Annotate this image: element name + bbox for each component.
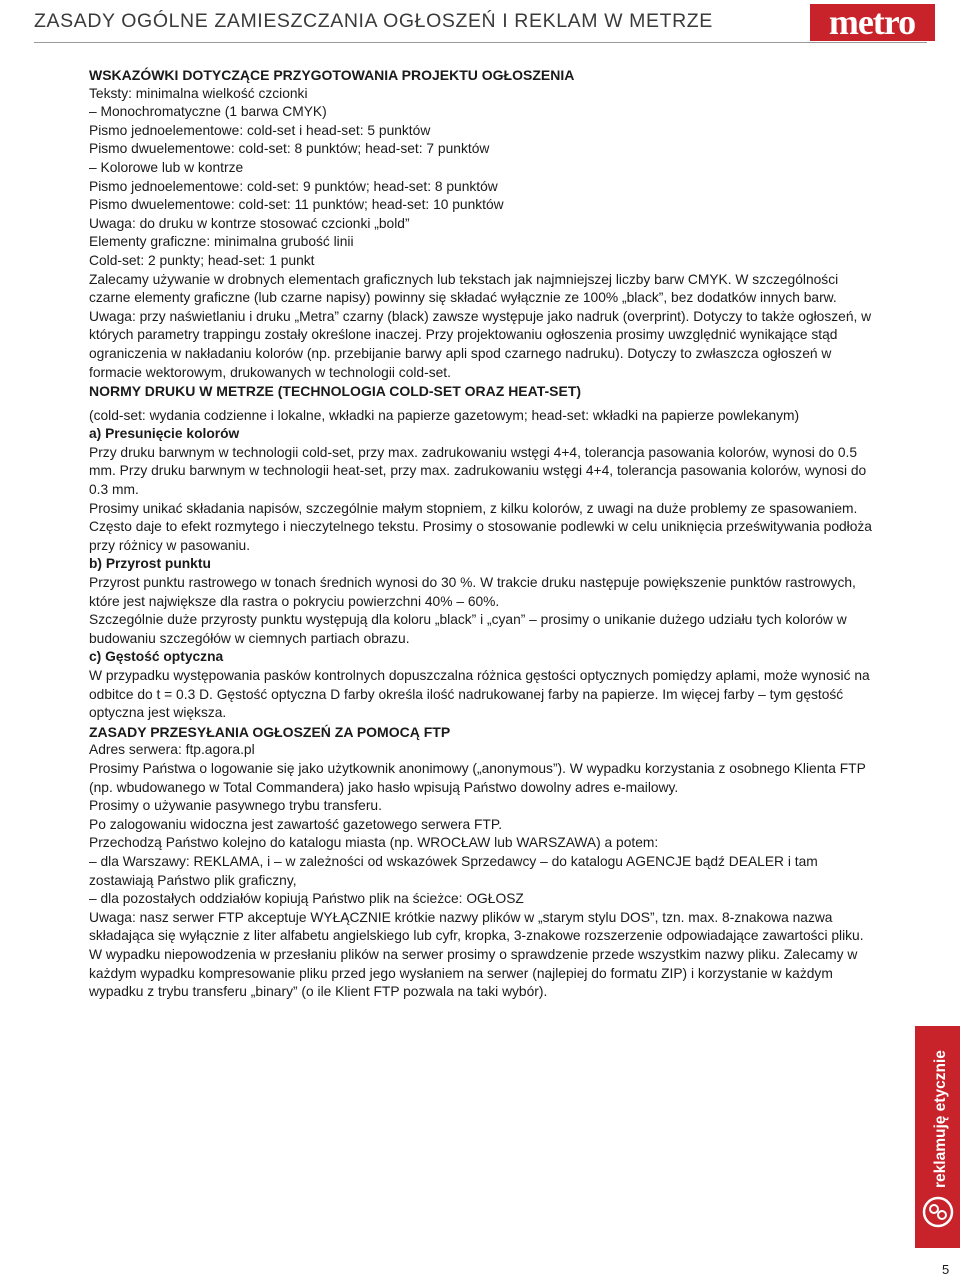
header-divider — [34, 42, 927, 43]
list-item: Pismo jednoelementowe: cold-set: 9 punktów; head-set: 8 punktów — [89, 178, 498, 194]
handshake-icon — [922, 1196, 954, 1228]
document-title: ZASADY OGÓLNE ZAMIESZCZANIA OGŁOSZEŃ I REKLAM W METRZE — [34, 10, 713, 32]
paragraph: Po zalogowaniu widoczna jest zawartość gazetowego serwera FTP. — [89, 816, 503, 832]
list-item: Pismo jednoelementowe: cold-set i head-set: 5 punktów — [89, 122, 431, 138]
subheading-optical-density: c) Gęstość optyczna — [89, 649, 224, 665]
list-item: – Monochromatyczne (1 barwa CMYK) — [89, 104, 327, 120]
paragraph: Przechodzą Państwo kolejno do katalogu miasta (np. WROCŁAW lub WARSZAWA) a potem: — [89, 835, 659, 851]
list-item: Pismo dwuelementowe: cold-set: 11 punktów; head-set: 10 punktów — [89, 197, 504, 213]
list-item: Elementy graficzne: minimalna grubość linii — [89, 234, 354, 250]
paragraph: Prosimy Państwa o logowanie się jako użytkownik anonimowy („anonymous”). W wypadku korzystania z osobnego Klienta FTP (np. wbudowanego w Total Commandera) jako hasło wpisują Państwo dowolny adres e-mailowy. — [89, 760, 866, 795]
subheading-dot-gain: b) Przyrost punktu — [89, 556, 211, 572]
list-item: Cold-set: 2 punkty; head-set: 1 punkt — [89, 252, 315, 268]
document-body — [89, 66, 879, 1002]
page-header — [0, 0, 960, 52]
ethics-side-tab — [915, 1026, 960, 1248]
ftp-server-address: Adres serwera: ftp.agora.pl — [89, 742, 255, 758]
section-heading-print-norms: NORMY DRUKU W METRZE (TECHNOLOGIA COLD-SET ORAZ HEAT-SET) — [89, 383, 582, 400]
paragraph: Szczególnie duże przyrosty punktu występują dla koloru „black” i „cyan” – prosimy o unikanie dużego udziału tych kolorów w budowaniu szczegółów w ciemnych partiach obrazu. — [89, 612, 847, 646]
paragraph: Uwaga: przy naświetlaniu i druku „Metra” czarny (black) zawsze występuje jako nadruk (overprint). Dotyczy to także ogłoszeń, w których parametry trappingu zostały określone inaczej. Przy projektowaniu ogłoszenia prosimy uwzględnić wynikające stąd ograniczenia w nakładaniu kolorów (np. przebijanie barwy apli spod czarnego nadruku). Dotyczy to zwłaszcza ogłoszeń w formacie wektorowym, drukowanych w technologii cold-set. — [89, 308, 872, 380]
list-item: – dla pozostałych oddziałów kopiują Państwo plik na ścieżce: OGŁOSZ — [89, 891, 524, 907]
paragraph: Prosimy unikać składania napisów, szczególnie małym stopniem, z kilku kolorów, z uwagi na duże problemy ze spasowaniem. Często daje to efekt rozmytego i nieczytelnego tekstu. Prosimy o stosowanie podlewki w celu uniknięcia prześwitywania podłoża przy różnicy w pasowaniu. — [89, 500, 872, 553]
paragraph: Przyrost punktu rastrowego w tonach średnich wynosi do 30 %. W trakcie druku następuje powiększenie punktów rastrowych, które jest największe dla rastra o pokryciu powierzchni 40% – 60%. — [89, 575, 856, 609]
section-heading-guidelines: WSKAZÓWKI DOTYCZĄCE PRZYGOTOWANIA PROJEKTU OGŁOSZENIA — [89, 67, 575, 83]
paragraph: (cold-set: wydania codzienne i lokalne, wkładki na papierze gazetowym; head-set: wkładki na papierze powlekanym) — [89, 407, 800, 423]
paragraph: W przypadku występowania pasków kontrolnych dopuszczalna różnica gęstości optycznych pomiędzy aplami, może wynosić na odbitce do t = 0.3 D. Gęstość optyczna D farby określa ilość nadrukowanej farby na papierze. Im więcej farby – tym gęstość optyczna jest większa. — [89, 668, 870, 721]
list-item: – Kolorowe lub w kontrze — [89, 159, 244, 175]
list-item: – dla Warszawy: REKLAMA, i – w zależności od wskazówek Sprzedawcy – do katalogu AGENCJE bądź DEALER i tam zostawiają Państwo plik graficzny, — [89, 853, 818, 888]
paragraph: Prosimy o używanie pasywnego trybu transferu. — [89, 798, 382, 814]
svg-text:metro: metro — [828, 2, 916, 42]
ethics-tab-label — [915, 1026, 960, 1191]
svg-text:reklamuję etycznie: reklamuję etycznie — [932, 1050, 949, 1188]
page-number: 5 — [942, 1262, 950, 1277]
font-size-list — [89, 85, 879, 271]
paragraph: Uwaga: nasz serwer FTP akceptuje WYŁĄCZNIE krótkie nazwy plików w „starym stylu DOS”, tzn. max. 8-znakowa nazwa składająca się wyłącznie z liter alfabetu angielskiego lub cyfr, kropka, 3-znakowe rozszerzenie odpowiadające zawartości pliku. W wypadku niepowodzenia w przesłaniu plików na serwer prosimy o sprawdzenie przede wszystkim nazwy pliku. Zalecamy w każdym wypadku kompresowanie pliku przed jego wysłaniem na serwer (najlepiej do formatu ZIP) i korzystanie w każdym wypadku z trybu transferu „binary” (o ile Klient FTP pozwala na taki wybór). — [89, 909, 864, 1000]
list-item: Teksty: minimalna wielkość czcionki — [89, 85, 308, 101]
paragraph: Przy druku barwnym w technologii cold-set, przy max. zadrukowaniu wstęgi 4+4, tolerancja pasowania kolorów, wynosi do 0.5 mm. Przy druku barwnym w technologii heat-set, przy max. zadrukowaniu wstęgi 4+4, tolerancja pasowania kolorów, wynosi do 0.3 mm. — [89, 444, 867, 498]
section-heading-ftp: ZASADY PRZESYŁANIA OGŁOSZEŃ ZA POMOCĄ FTP — [89, 723, 451, 740]
metro-logo — [810, 0, 935, 44]
paragraph: Zalecamy używanie w drobnych elementach graficznych lub tekstach jak najmniejszej liczby barw CMYK. W szczególności czarne elementy graficzne (lub czarne napisy) powinny się składać wyłącznie ze 100% „black”, bez dodatków innych barw. — [89, 271, 839, 306]
list-item: Uwaga: do druku w kontrze stosować czcionki „bold” — [89, 215, 410, 231]
subheading-color-registration: a) Presunięcie kolorów — [89, 426, 240, 442]
list-item: Pismo dwuelementowe: cold-set: 8 punktów; head-set: 7 punktów — [89, 141, 490, 157]
